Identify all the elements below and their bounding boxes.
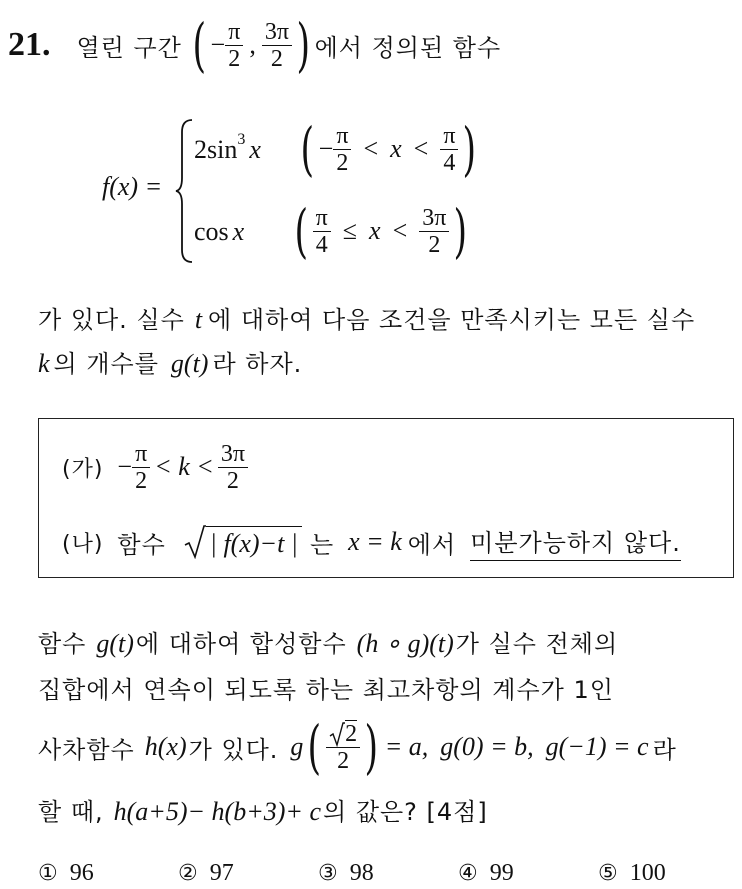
frac-num: 3π [422, 204, 447, 231]
paragraph1-line1 [38, 300, 695, 335]
frac-den: 2 [135, 467, 148, 494]
h-of-x: h(x) [144, 732, 187, 761]
case-1 [194, 120, 261, 180]
function-lhs: f(x) = [102, 172, 163, 201]
choice-4[interactable] [458, 860, 598, 887]
composite-function: (h ∘ g)(t) [356, 629, 454, 658]
text: 에 대하여 합성함수 [135, 630, 347, 658]
equals-a: = a, [384, 732, 429, 761]
text: 의 값은? [4점] [323, 798, 488, 826]
choice-3[interactable] [318, 860, 458, 887]
case-1-domain [296, 115, 481, 183]
minus-sign: − [318, 134, 334, 163]
g-of-t: g(t) [96, 629, 134, 658]
condition-a-high-fraction [218, 441, 248, 494]
intro-suffix: 에서 정의된 함수 [314, 33, 502, 62]
condition-b [62, 520, 681, 564]
g-of-minus1: g(−1) = c [545, 732, 649, 761]
radical-sign [329, 721, 345, 747]
frac-den: 2 [336, 149, 349, 176]
paragraph2-line2 [38, 670, 614, 705]
text: 라 [652, 735, 677, 764]
interval-left-fraction [225, 19, 243, 72]
text: 는 [309, 530, 335, 559]
close-paren: ) [462, 115, 477, 183]
frac-num: π [315, 204, 328, 231]
interval-right-fraction [262, 19, 292, 72]
text: 에서 [407, 530, 457, 559]
choice-5[interactable] [598, 860, 728, 887]
var-x: x [369, 216, 381, 245]
frac-den: 4 [315, 231, 328, 258]
sqrt2-over-2 [326, 720, 360, 774]
close-paren: ) [364, 713, 379, 781]
case1-high-fraction [440, 123, 458, 176]
frac-num: π [443, 122, 456, 149]
choice-value: 98 [349, 860, 374, 886]
frac-num [326, 720, 360, 747]
text: 가 있다. [188, 735, 279, 764]
choice-marker: ② [178, 861, 198, 886]
frac-den: 2 [270, 45, 283, 72]
open-paren: ( [300, 115, 315, 183]
choice-value: 99 [489, 860, 514, 886]
intro-text: 열린 구간 [76, 33, 182, 62]
var-k: k [38, 349, 50, 378]
minus-sign: − [117, 452, 133, 481]
open-paren: ( [192, 11, 206, 79]
case1-power: 3 [237, 131, 246, 148]
minus-sign: − [210, 30, 226, 59]
case1-expr: 2sin [194, 135, 238, 164]
condition-b-label: (나) [62, 531, 104, 557]
frac-den: 2 [228, 45, 241, 72]
case-2 [194, 202, 244, 262]
choice-marker: ③ [318, 861, 338, 886]
case1-low-fraction [333, 123, 351, 176]
problem-header [8, 11, 502, 79]
radicand: 2 [345, 721, 358, 747]
open-paren: ( [307, 713, 322, 781]
g-of-t: g(t) [170, 349, 209, 378]
frac-num: 3π [220, 440, 245, 467]
k-range: < k < [154, 452, 214, 481]
frac-den: 4 [443, 149, 456, 176]
piecewise-brace [174, 118, 196, 264]
text: 의 개수를 [53, 350, 159, 378]
frac-num: π [336, 122, 349, 149]
target-expression: h(a+5)− h(b+3)+ c [113, 797, 321, 826]
radicand: | f(x)−t | [206, 526, 302, 559]
case-2-domain [290, 197, 472, 265]
g-function: g [290, 732, 304, 761]
frac-num: 3π [264, 18, 289, 45]
frac-num: π [228, 18, 241, 45]
close-paren: ) [453, 197, 468, 265]
condition-a [62, 436, 248, 498]
frac-den: 2 [226, 467, 239, 494]
case2-low-fraction [313, 205, 331, 258]
text: 할 때, [38, 798, 104, 826]
less-equal: ≤ [342, 216, 358, 245]
less-than: < [363, 134, 379, 163]
condition-a-label: (가) [62, 456, 104, 482]
text: 가 실수 전체의 [455, 630, 619, 658]
close-paren: ) [296, 11, 311, 79]
case2-var: x [232, 217, 245, 246]
var-t: t [194, 305, 203, 334]
text: 집합에서 연속이 되도록 하는 최고차항의 계수가 1인 [38, 676, 614, 704]
paragraph2-line3 [38, 713, 677, 781]
text: 사차함수 [38, 735, 135, 764]
less-than: < [413, 134, 429, 163]
paragraph2-line1 [38, 624, 618, 659]
choice-1[interactable] [38, 860, 178, 887]
sqrt-expression [184, 525, 302, 559]
choice-value: 100 [629, 860, 666, 886]
choice-2[interactable] [178, 860, 318, 887]
radical-sign [184, 525, 206, 559]
choice-marker: ⑤ [598, 861, 618, 886]
text: 라 하자. [212, 350, 303, 378]
text: 에 대하여 다음 조건을 만족시키는 모든 실수 [208, 306, 696, 334]
less-than: < [392, 216, 408, 245]
open-paren: ( [294, 197, 309, 265]
frac-num: π [135, 440, 148, 467]
condition-a-low-fraction [132, 441, 150, 494]
var-x: x [390, 134, 402, 163]
text: 가 있다. 실수 [38, 306, 185, 334]
comma: , [249, 30, 256, 59]
choice-marker: ④ [458, 861, 478, 886]
underlined-condition: 미분가능하지 않다. [470, 523, 681, 561]
frac-den: 2 [428, 231, 441, 258]
case2-expr: cos [194, 217, 229, 246]
choice-value: 97 [209, 860, 234, 886]
choice-marker: ① [38, 861, 58, 886]
problem-number: 21. [8, 26, 51, 63]
x-equals-k: x = k [348, 527, 402, 556]
case2-high-fraction [419, 205, 449, 258]
case1-var: x [249, 135, 261, 164]
frac-den: 2 [337, 748, 350, 774]
text: 함수 [38, 630, 87, 658]
text: 함수 [117, 530, 166, 559]
g-of-0: g(0) = b, [440, 732, 534, 761]
answer-choices [38, 860, 728, 887]
choice-value: 96 [69, 860, 94, 886]
paragraph2-line4 [38, 792, 488, 827]
paragraph1-line2 [38, 344, 302, 379]
